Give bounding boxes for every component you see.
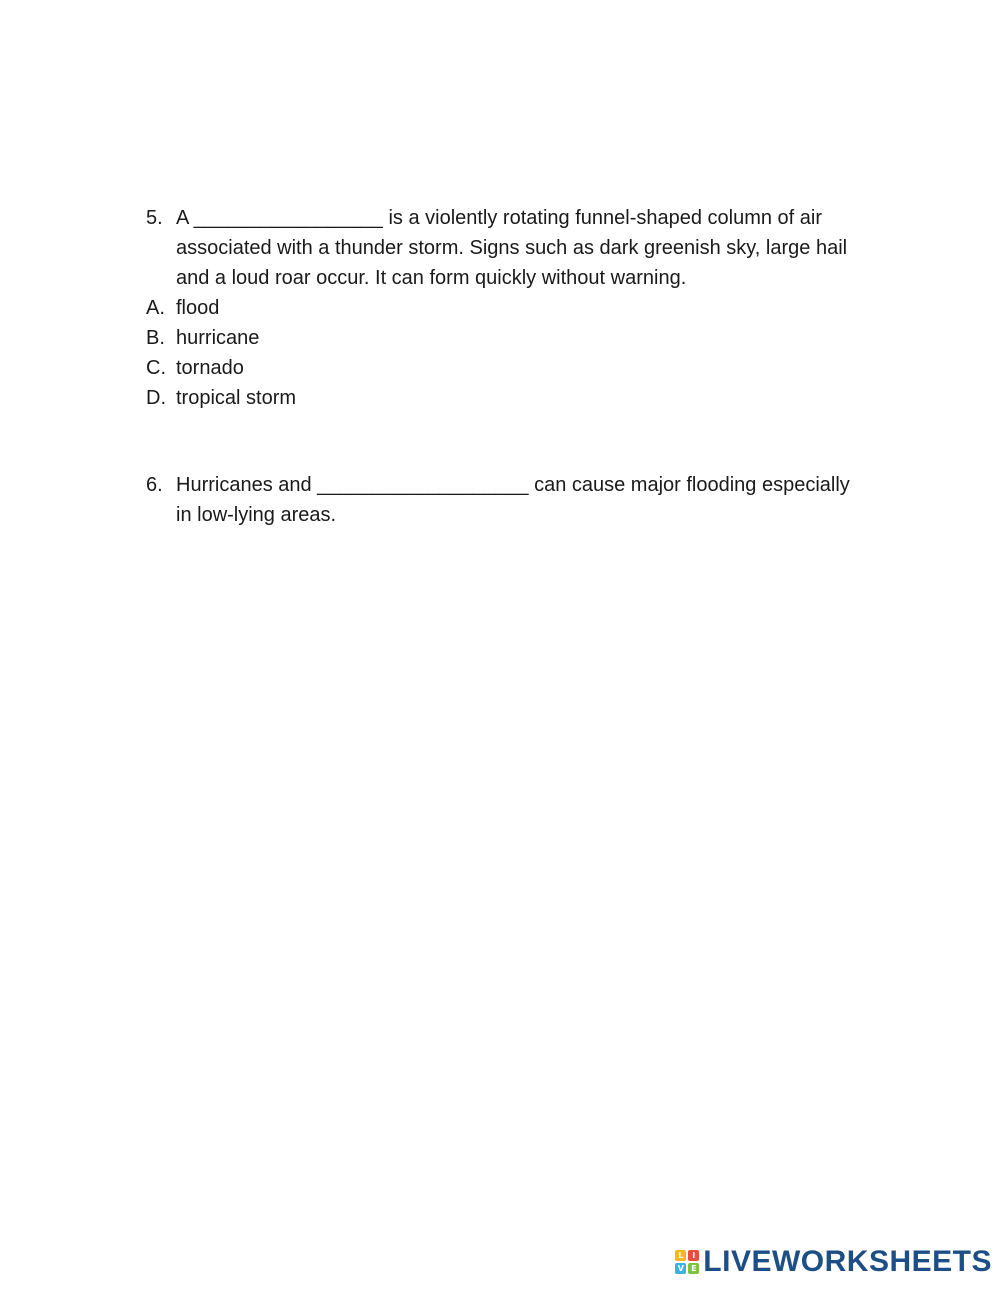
question-line: and a loud roar occur. It can form quickly without warning. [176,267,687,289]
logo-mark-tile: V [675,1263,686,1274]
option-b[interactable] [146,323,886,353]
question-line: Hurricanes and ___________________ can cause major flooding especially [176,474,850,496]
question-number: 6. [146,474,163,496]
option-a[interactable] [146,293,886,323]
option-letter: A. [146,297,165,319]
option-text: hurricane [176,327,260,349]
question-line: in low-lying areas. [176,504,337,526]
option-letter: C. [146,357,166,379]
option-letter: D. [146,387,166,409]
option-letter: B. [146,327,165,349]
option-c[interactable] [146,353,886,383]
question-6 [146,470,886,530]
liveworksheets-logo [675,1245,992,1279]
question-text [176,470,886,530]
logo-mark-tile: I [688,1250,699,1261]
logo-mark-tile: E [688,1263,699,1274]
logo-mark-tile: L [675,1250,686,1261]
logo-text: LIVEWORKSHEETS [703,1245,992,1278]
option-text: flood [176,297,220,319]
question-text [176,203,886,293]
question-5 [146,203,886,413]
question-number: 5. [146,207,163,229]
logo-mark-icon [675,1250,699,1274]
option-text: tornado [176,357,244,379]
answer-options [146,293,886,413]
option-d[interactable] [146,383,886,413]
question-line: associated with a thunder storm. Signs such as dark greenish sky, large hail [176,237,848,259]
question-stem [146,470,886,530]
option-text: tropical storm [176,387,297,409]
question-line: A _________________ is a violently rotating funnel-shaped column of air [176,207,823,229]
question-stem [146,203,886,293]
